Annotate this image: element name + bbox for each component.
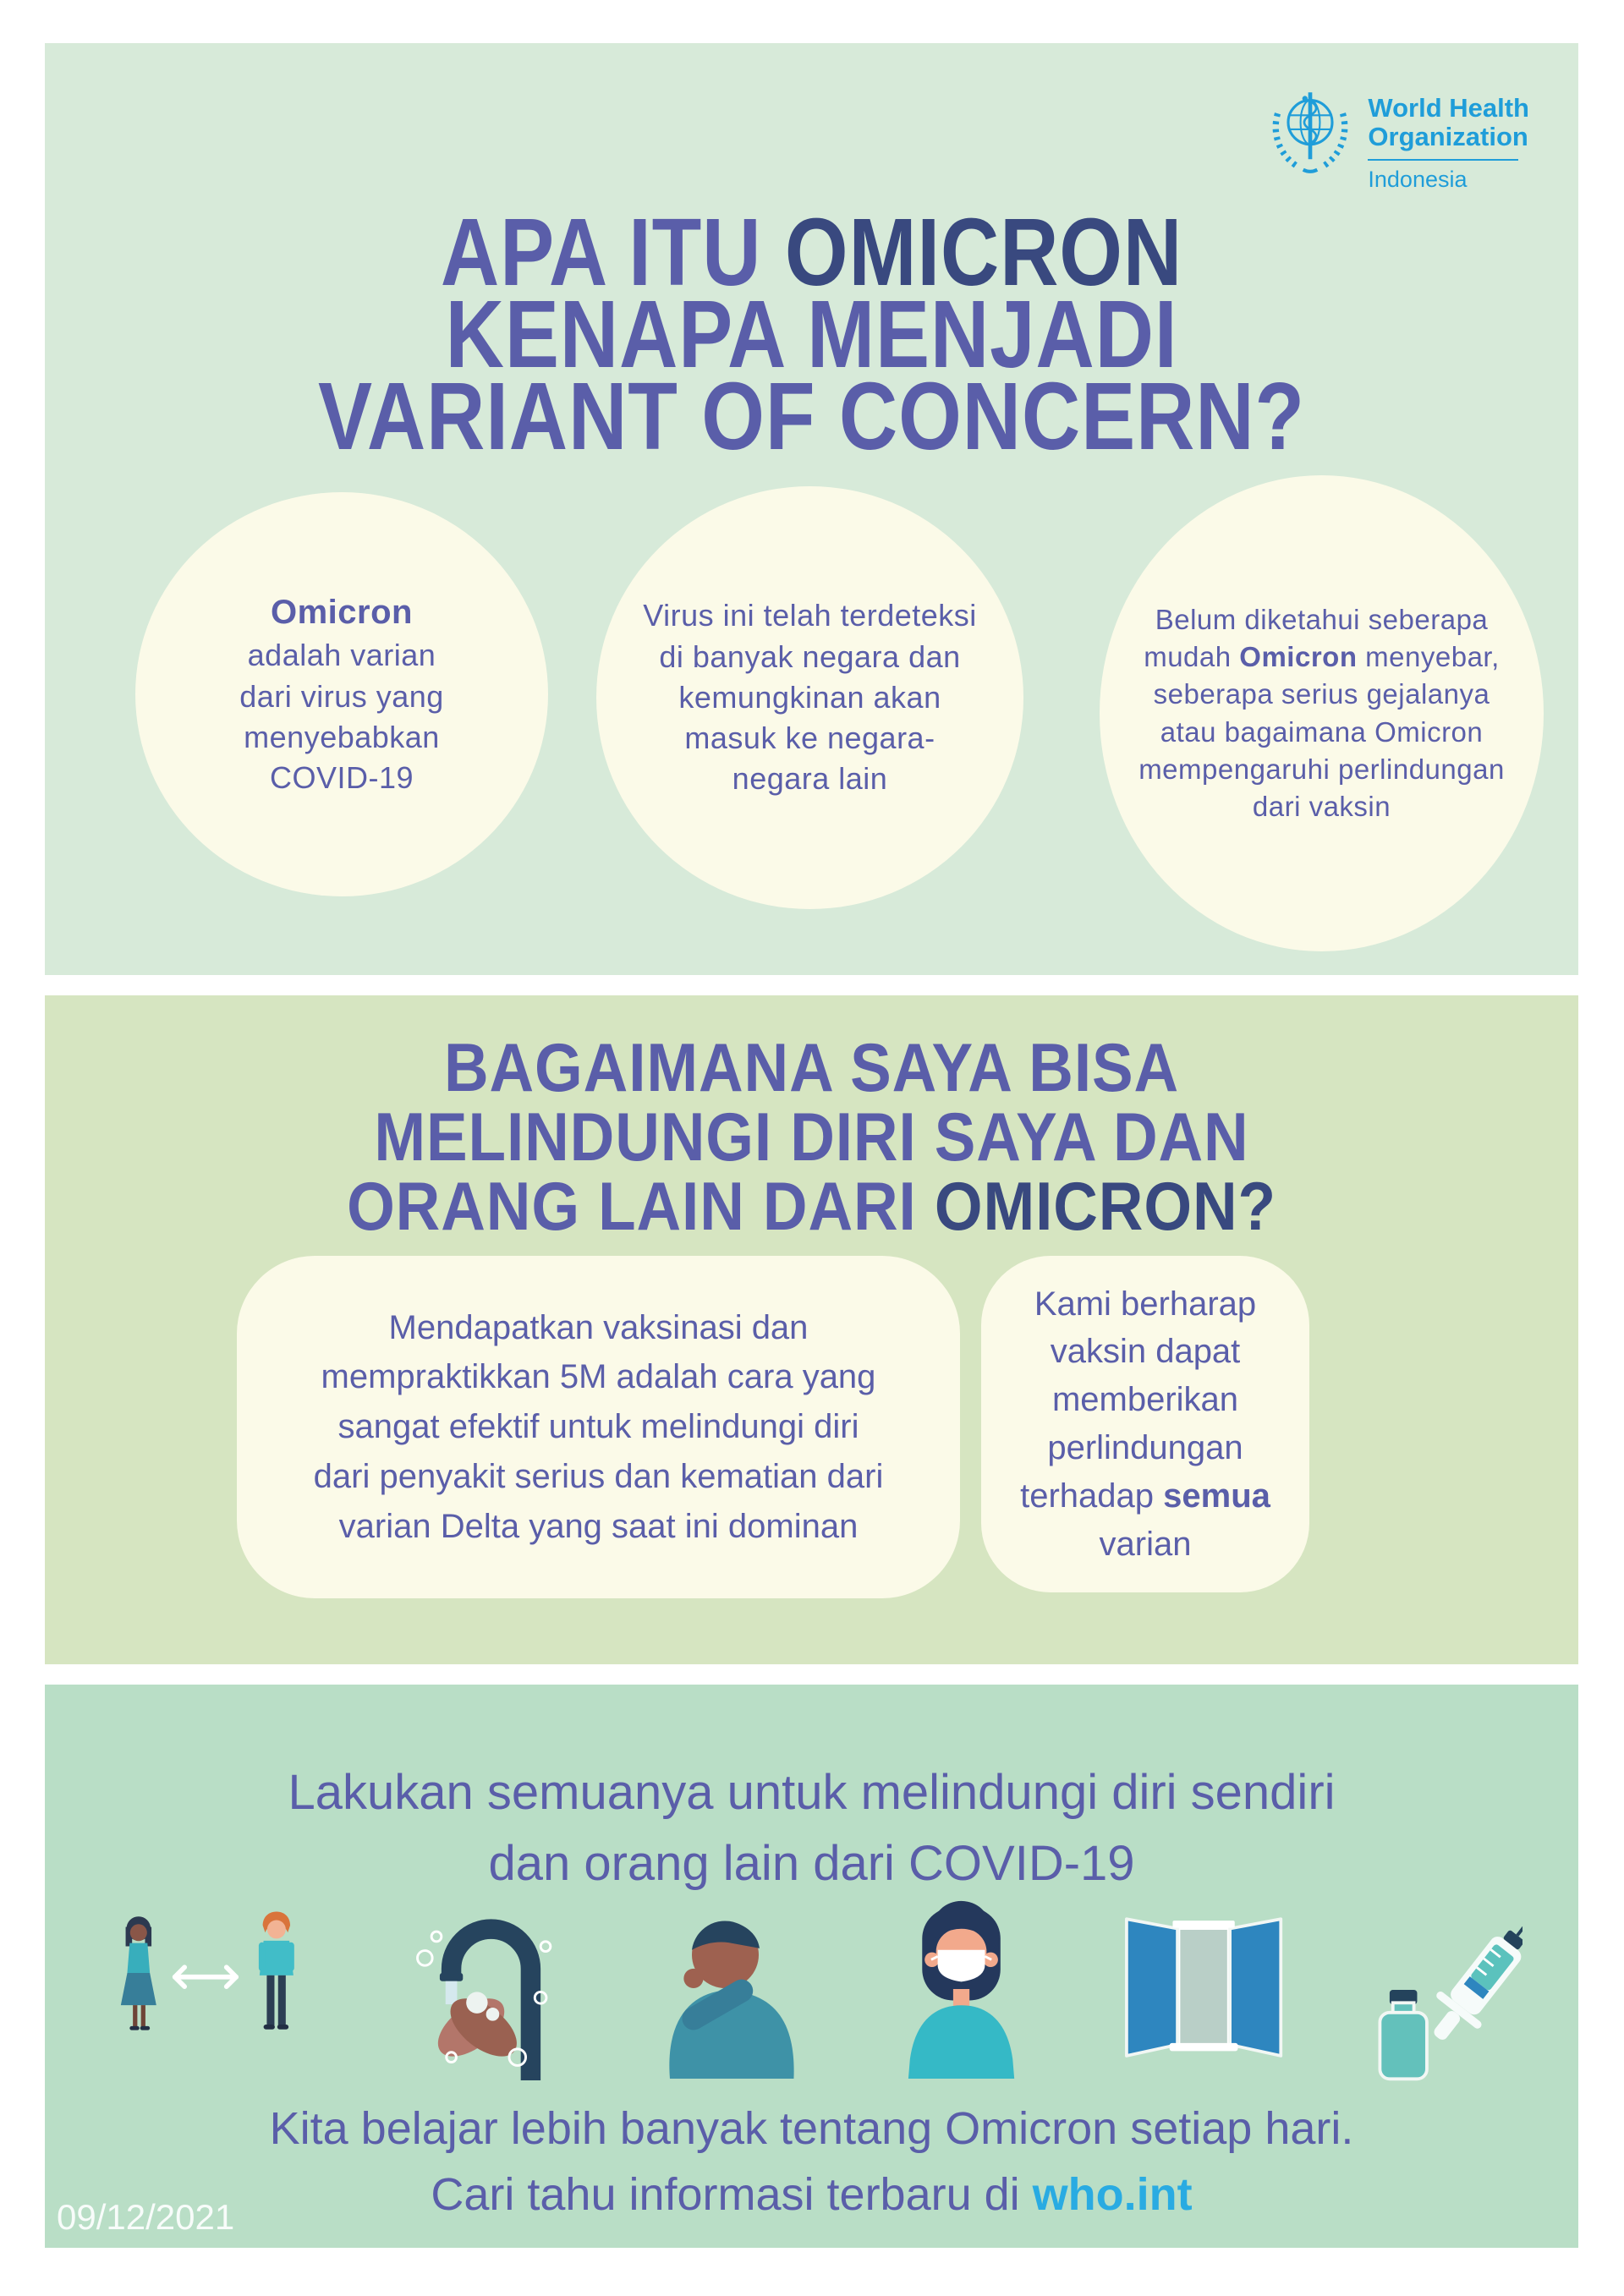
title1-line1-text: APA ITU [440, 199, 785, 305]
physical-distancing-icon [101, 1903, 326, 2076]
title-do-it-all [45, 1757, 1578, 1899]
title3-line2: dan orang lain dari COVID-19 [488, 1836, 1135, 1891]
title2-line1: BAGAIMANA SAYA BISA [443, 1030, 1180, 1106]
section-do-it-all [45, 1685, 1578, 2248]
title-what-is-omicron [45, 199, 1578, 469]
info-box-2-text [1006, 1280, 1285, 1569]
who-region-label: Indonesia [1368, 167, 1468, 192]
title2-line3-omicron: OMICRON? [934, 1169, 1276, 1245]
who-logo [1266, 87, 1529, 193]
info-box-2-pre: Kami berharap vaksin dapat memberikan perlindungan terhadap [1020, 1285, 1257, 1515]
vaccination-icon [1369, 1894, 1522, 2085]
fact-circle-2-text: Virus ini telah terdeteksi di banyak negara dan kemungkinan akan masuk ke negara-negara lain [643, 598, 977, 797]
hand-washing-icon [400, 1899, 573, 2080]
info-box-vaccination-5m [237, 1256, 960, 1598]
who-emblem-icon [1266, 87, 1354, 175]
fact-circle-3-pre: Belum diketahui seberapa mudah [1144, 603, 1489, 673]
who-name-line1: World Health [1368, 93, 1529, 123]
title3-line1: Lakukan semuanya untuk melindungi diri sendiri [288, 1765, 1336, 1820]
footer-line2 [45, 2162, 1578, 2228]
title2-line3-text: ORANG LAIN DARI [347, 1169, 935, 1245]
fact-circle-1-rest: adalah varian dari virus yang menyebabkan COVID-19 [239, 638, 444, 796]
fact-circle-3-bold: Omicron [1239, 641, 1358, 673]
fact-circle-detection [596, 486, 1023, 909]
section-how-to-protect [45, 995, 1578, 1664]
title1-line1-omicron: OMICRON [784, 199, 1183, 305]
title1-line2: KENAPA MENJADI [445, 281, 1178, 387]
fact-circle-unknowns [1100, 475, 1544, 951]
title2-line2: MELINDUNGI DIRI SAYA DAN [374, 1099, 1249, 1175]
info-box-2-bold: semua [1163, 1477, 1270, 1515]
date-label: 09/12/2021 [57, 2197, 235, 2237]
title-how-to-protect [45, 1030, 1578, 1245]
fact-circle-omicron-definition [135, 492, 548, 896]
who-int-link[interactable]: who.int [1032, 2169, 1193, 2220]
info-box-1-text: Mendapatkan vaksinasi dan mempraktikkan 5M adalah cara yang sangat efektif untuk melindungi diri dari penyakit serius dan kematian dari varian Delta yang saat ini dominan [313, 1308, 884, 1545]
info-box-vaccine-hope [981, 1256, 1309, 1592]
title1-line3: VARIANT OF CONCERN? [318, 363, 1305, 469]
fact-circle-3-text [1138, 601, 1506, 825]
info-box-2-post: varian [1099, 1525, 1192, 1563]
fact-circle-1-text [228, 590, 456, 799]
who-logo-text [1368, 87, 1529, 193]
face-mask-icon [884, 1899, 1039, 2079]
who-name-line2: Organization [1368, 122, 1528, 151]
footer-text [45, 2096, 1578, 2228]
cough-into-elbow-icon [647, 1899, 810, 2079]
fact-circle-1-bold: Omicron [271, 593, 413, 631]
footer-line2-text: Cari tahu informasi terbaru di [431, 2169, 1033, 2220]
section-what-is-omicron [45, 43, 1578, 975]
footer-line1: Kita belajar lebih banyak tentang Omicron setiap hari. [269, 2103, 1354, 2154]
title2-line3 [122, 1169, 1502, 1245]
open-window-icon [1112, 1910, 1295, 2069]
who-logo-divider [1368, 159, 1518, 161]
fact-circle-3-post: menyebar, seberapa serius gejalanya atau bagaimana Omicron mempengaruhi perlindungan dari vaksin [1138, 641, 1505, 822]
protection-icons-row [45, 1888, 1578, 2091]
